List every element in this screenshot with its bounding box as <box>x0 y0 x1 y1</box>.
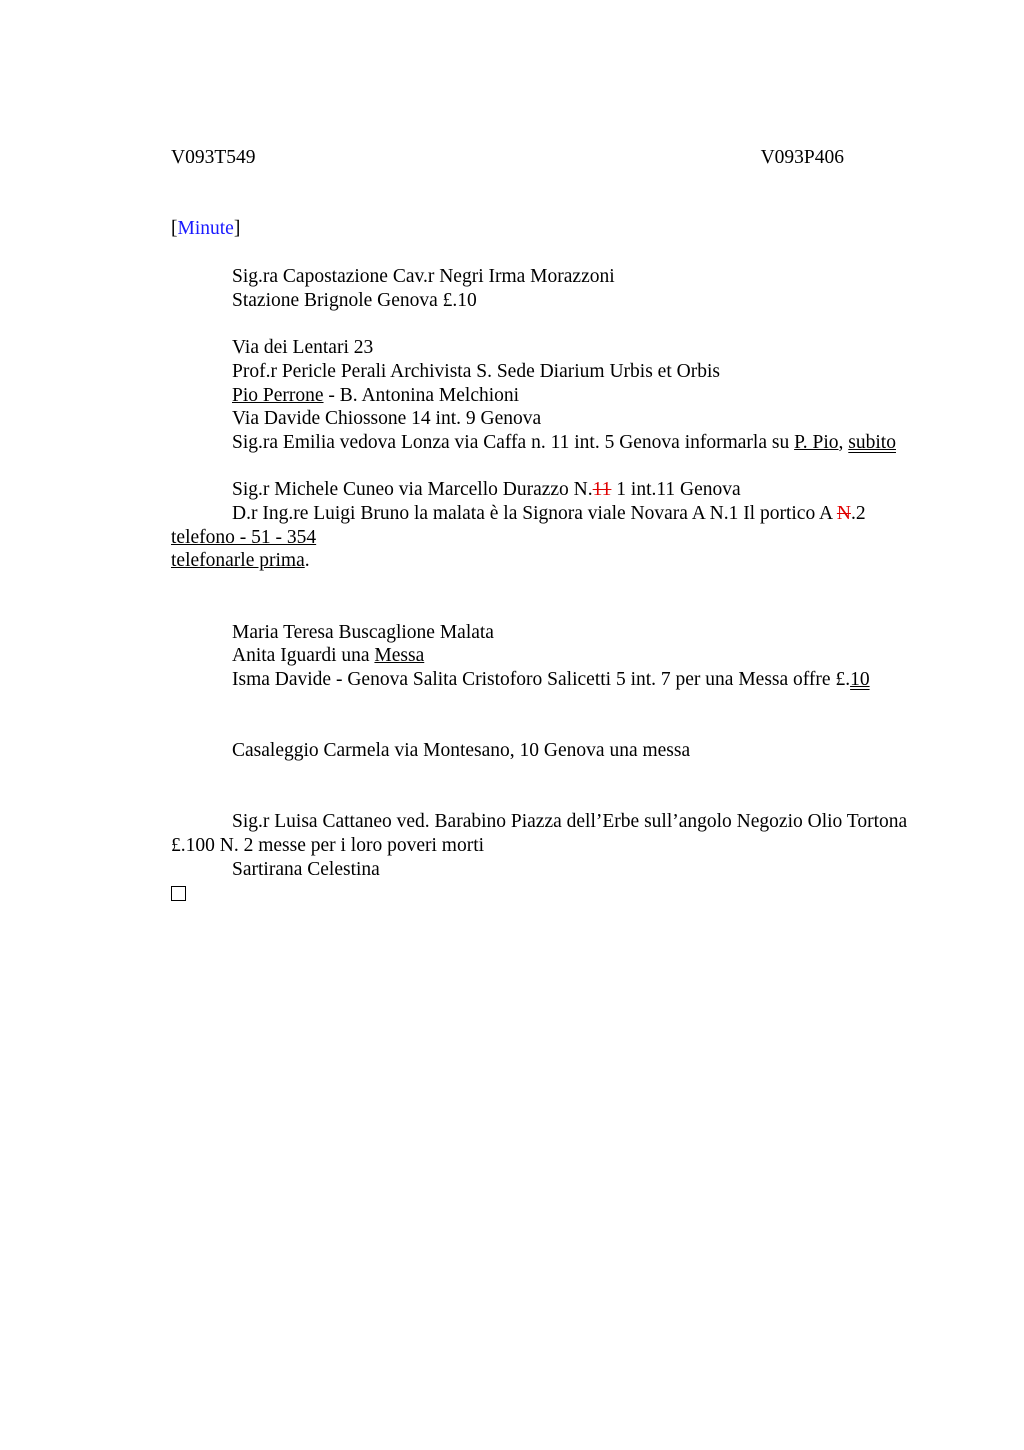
entry-via-lentari: Via dei Lentari 23 <box>232 337 374 359</box>
entry-buscaglione: Maria Teresa Buscaglione Malata <box>232 621 494 643</box>
entry-chiossone: Via Davide Chiossone 14 int. 9 Genova <box>232 408 542 430</box>
entry-casaleggio: Casaleggio Carmela via Montesano, 10 Genova una messa <box>232 740 691 761</box>
underlined-p-pio: P. Pio <box>794 431 839 453</box>
minute-label: Minute <box>177 218 234 239</box>
entry-iguardi: Anita Iguardi una Messa <box>232 645 425 667</box>
underlined-phone: telefono - 51 - 354 <box>171 526 317 548</box>
page-header <box>171 147 844 171</box>
section-label <box>171 218 240 240</box>
double-underlined-amount: 10 <box>850 668 870 690</box>
entry-perrone: Pio Perrone - B. Antonina Melchioni <box>232 384 520 406</box>
document-code-right: V093P406 <box>760 147 844 168</box>
underlined-name: Pio Perrone <box>232 384 324 406</box>
entry-isma-davide: Isma Davide - Genova Salita Cristoforo Salicetti 5 int. 7 per una Messa offre £.10 <box>232 668 870 690</box>
underlined-messa: Messa <box>374 645 425 667</box>
underlined-call-first: telefonarle prima <box>171 550 305 572</box>
entry-cuneo: Sig.r Michele Cuneo via Marcello Durazzo N.11 1 int.11 Genova <box>232 479 741 501</box>
double-underlined-subito: subito <box>848 431 896 453</box>
close-bracket: ] <box>233 218 241 239</box>
open-bracket: [ <box>171 218 178 239</box>
entry-sartirana: Sartirana Celestina <box>232 858 380 880</box>
entry-cattaneo: Sig.r Luisa Cattaneo ved. Barabino Piazza dell’Erbe sull’angolo Negozio Olio Tortona £.100 N. 2 messe per i loro poveri morti <box>171 811 908 856</box>
struck-letter: N <box>836 503 851 524</box>
document-code-left: V093T549 <box>171 147 256 168</box>
entry-perali: Prof.r Pericle Perali Archivista S. Sede Diarium Urbis et Orbis <box>232 360 720 382</box>
document-body <box>171 265 911 908</box>
entry-lonza: Sig.ra Emilia vedova Lonza via Caffa n. 11 int. 5 Genova informarla su P. Pio, subito <box>232 431 896 453</box>
struck-number: 11 <box>592 479 612 501</box>
entry-bruno: D.r Ing.re Luigi Bruno la malata è la Signora viale Novara A N.1 Il portico A N.2 telefono - 51 - 354 telefonarle prima. <box>171 503 866 572</box>
entry-capostazione: Sig.ra Capostazione Cav.r Negri Irma Morazzoni <box>232 266 615 287</box>
checkbox-icon <box>171 881 911 908</box>
entry-stazione: Stazione Brignole Genova £.10 <box>232 289 477 311</box>
